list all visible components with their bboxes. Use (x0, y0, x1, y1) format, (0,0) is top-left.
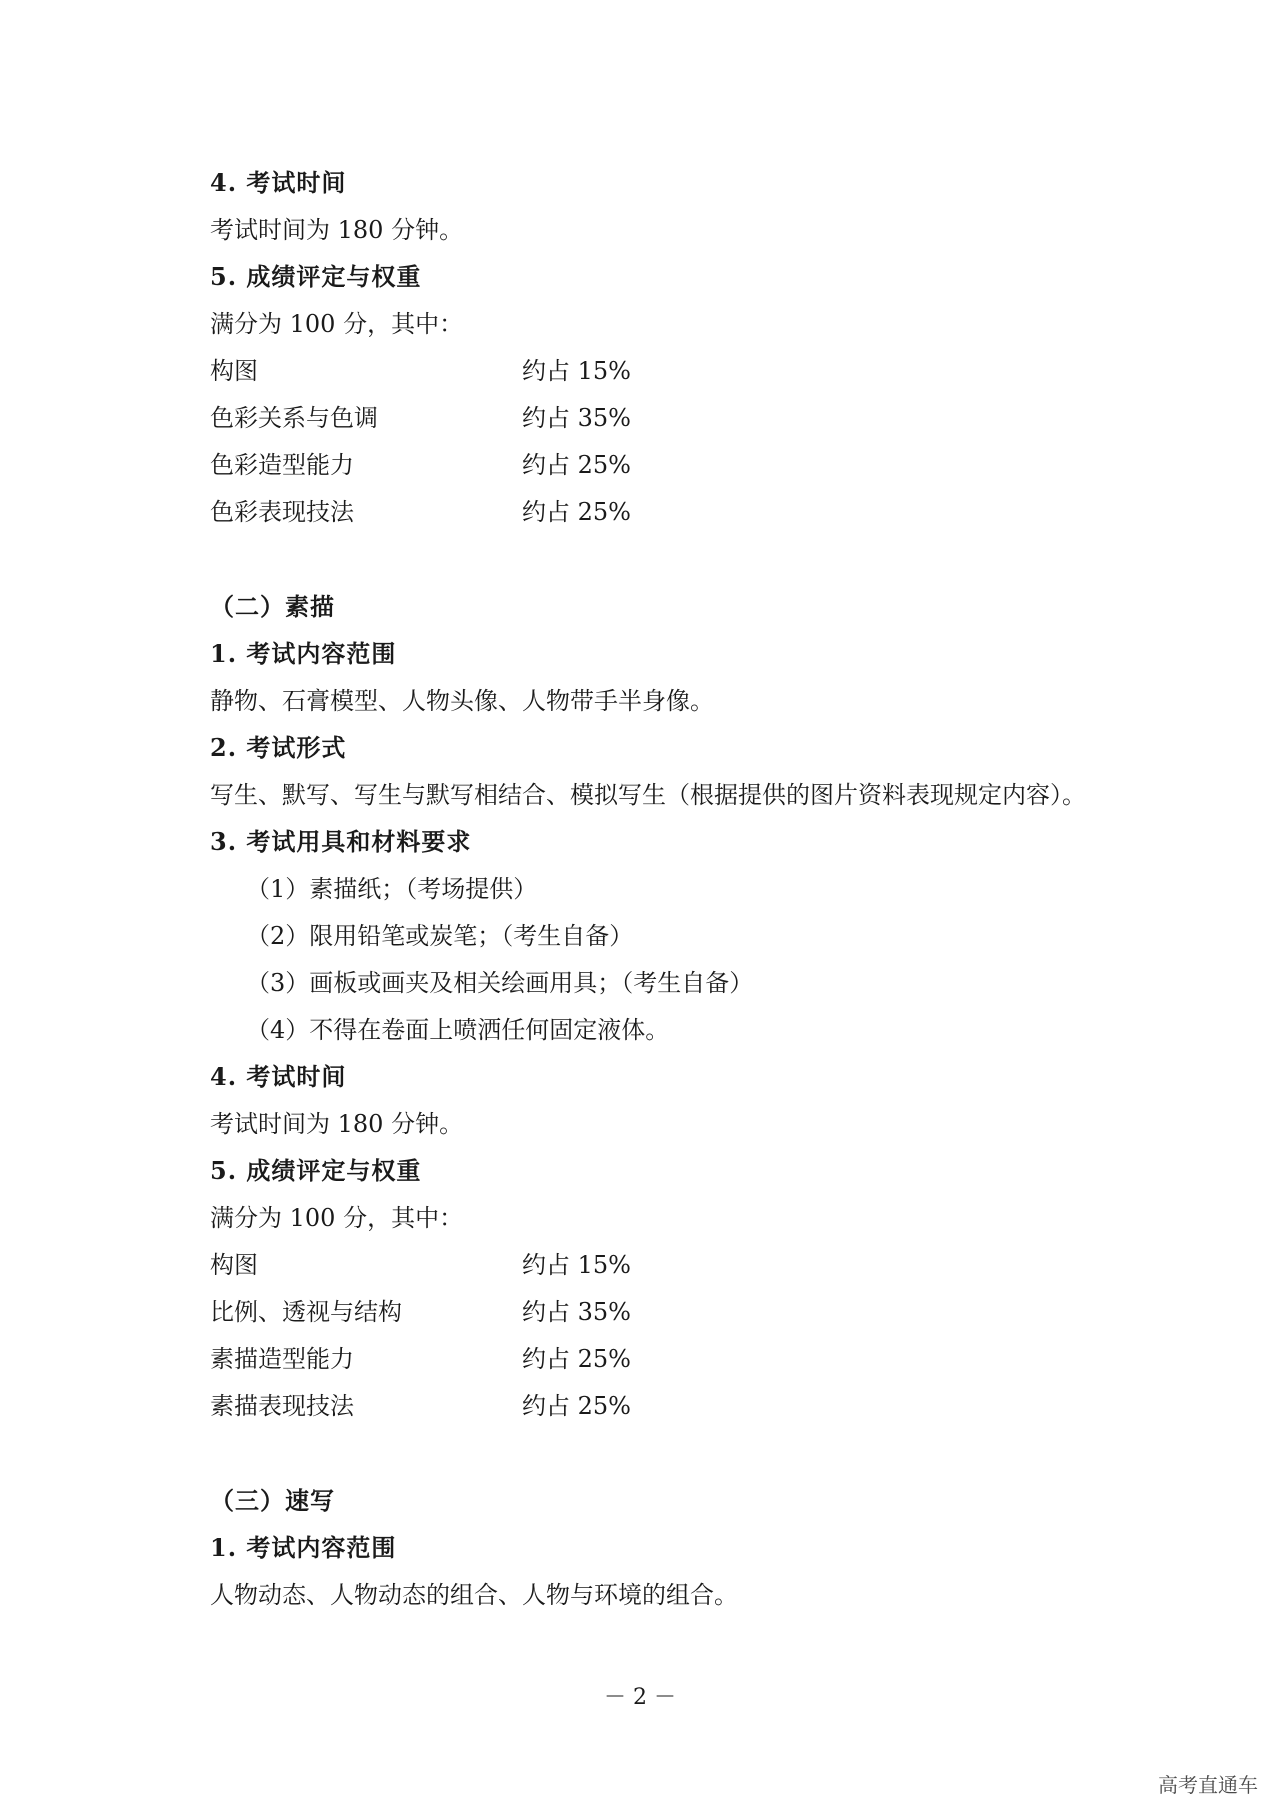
sketch-weight-pct: 约占 25% (522, 1392, 631, 1420)
sketch-form-text: 写生、默写、写生与默写相结合、模拟写生（根据提供的图片资料表现规定内容）。 (210, 781, 1086, 809)
color-weight-item: 构图 (210, 357, 258, 385)
color-weight-pct: 约占 25% (522, 451, 631, 479)
sketch-weight-item: 素描造型能力 (210, 1345, 354, 1373)
sketch-time-heading: 4. 考试时间 (210, 1062, 347, 1091)
color-weight-pct: 约占 25% (522, 498, 631, 526)
sketch-weight-item: 构图 (210, 1251, 258, 1279)
sketch-weight-pct: 约占 35% (522, 1298, 631, 1326)
speed-content-heading: 1. 考试内容范围 (210, 1533, 397, 1562)
sketch-weight-item: 比例、透视与结构 (210, 1298, 402, 1326)
sketch-section-title: （二）素描 (210, 592, 335, 621)
sketch-weight-pct: 约占 25% (522, 1345, 631, 1373)
page-number: － 2 － (604, 1685, 676, 1710)
color-time-text: 考试时间为 180 分钟。 (210, 216, 464, 244)
speed-section-title: （三）速写 (210, 1486, 335, 1515)
sketch-weight-pct: 约占 15% (522, 1251, 631, 1279)
sketch-tool-item: （1）素描纸；（考场提供） (246, 875, 538, 903)
sketch-content-text: 静物、石膏模型、人物头像、人物带手半身像。 (210, 687, 714, 715)
color-score-heading: 5. 成绩评定与权重 (210, 262, 422, 291)
sketch-tool-item: （2）限用铅笔或炭笔；（考生自备） (246, 922, 634, 950)
sketch-tool-item: （4）不得在卷面上喷洒任何固定液体。 (246, 1016, 670, 1044)
sketch-content-heading: 1. 考试内容范围 (210, 639, 397, 668)
sketch-tools-heading: 3. 考试用具和材料要求 (210, 827, 472, 856)
color-weight-item: 色彩表现技法 (210, 498, 354, 526)
sketch-tool-item: （3）画板或画夹及相关绘画用具；（考生自备） (246, 969, 754, 997)
sketch-score-intro: 满分为 100 分，其中： (210, 1204, 464, 1232)
color-weight-pct: 约占 15% (522, 357, 631, 385)
speed-content-text: 人物动态、人物动态的组合、人物与环境的组合。 (210, 1581, 738, 1609)
sketch-weight-item: 素描表现技法 (210, 1392, 354, 1420)
watermark-text: 高考直通车 (1158, 1773, 1258, 1797)
sketch-time-text: 考试时间为 180 分钟。 (210, 1110, 464, 1138)
color-time-heading: 4. 考试时间 (210, 168, 347, 197)
color-score-intro: 满分为 100 分，其中： (210, 310, 464, 338)
sketch-form-heading: 2. 考试形式 (210, 733, 347, 762)
color-weight-pct: 约占 35% (522, 404, 631, 432)
color-weight-item: 色彩造型能力 (210, 451, 354, 479)
color-weight-item: 色彩关系与色调 (210, 404, 378, 432)
sketch-score-heading: 5. 成绩评定与权重 (210, 1156, 422, 1185)
